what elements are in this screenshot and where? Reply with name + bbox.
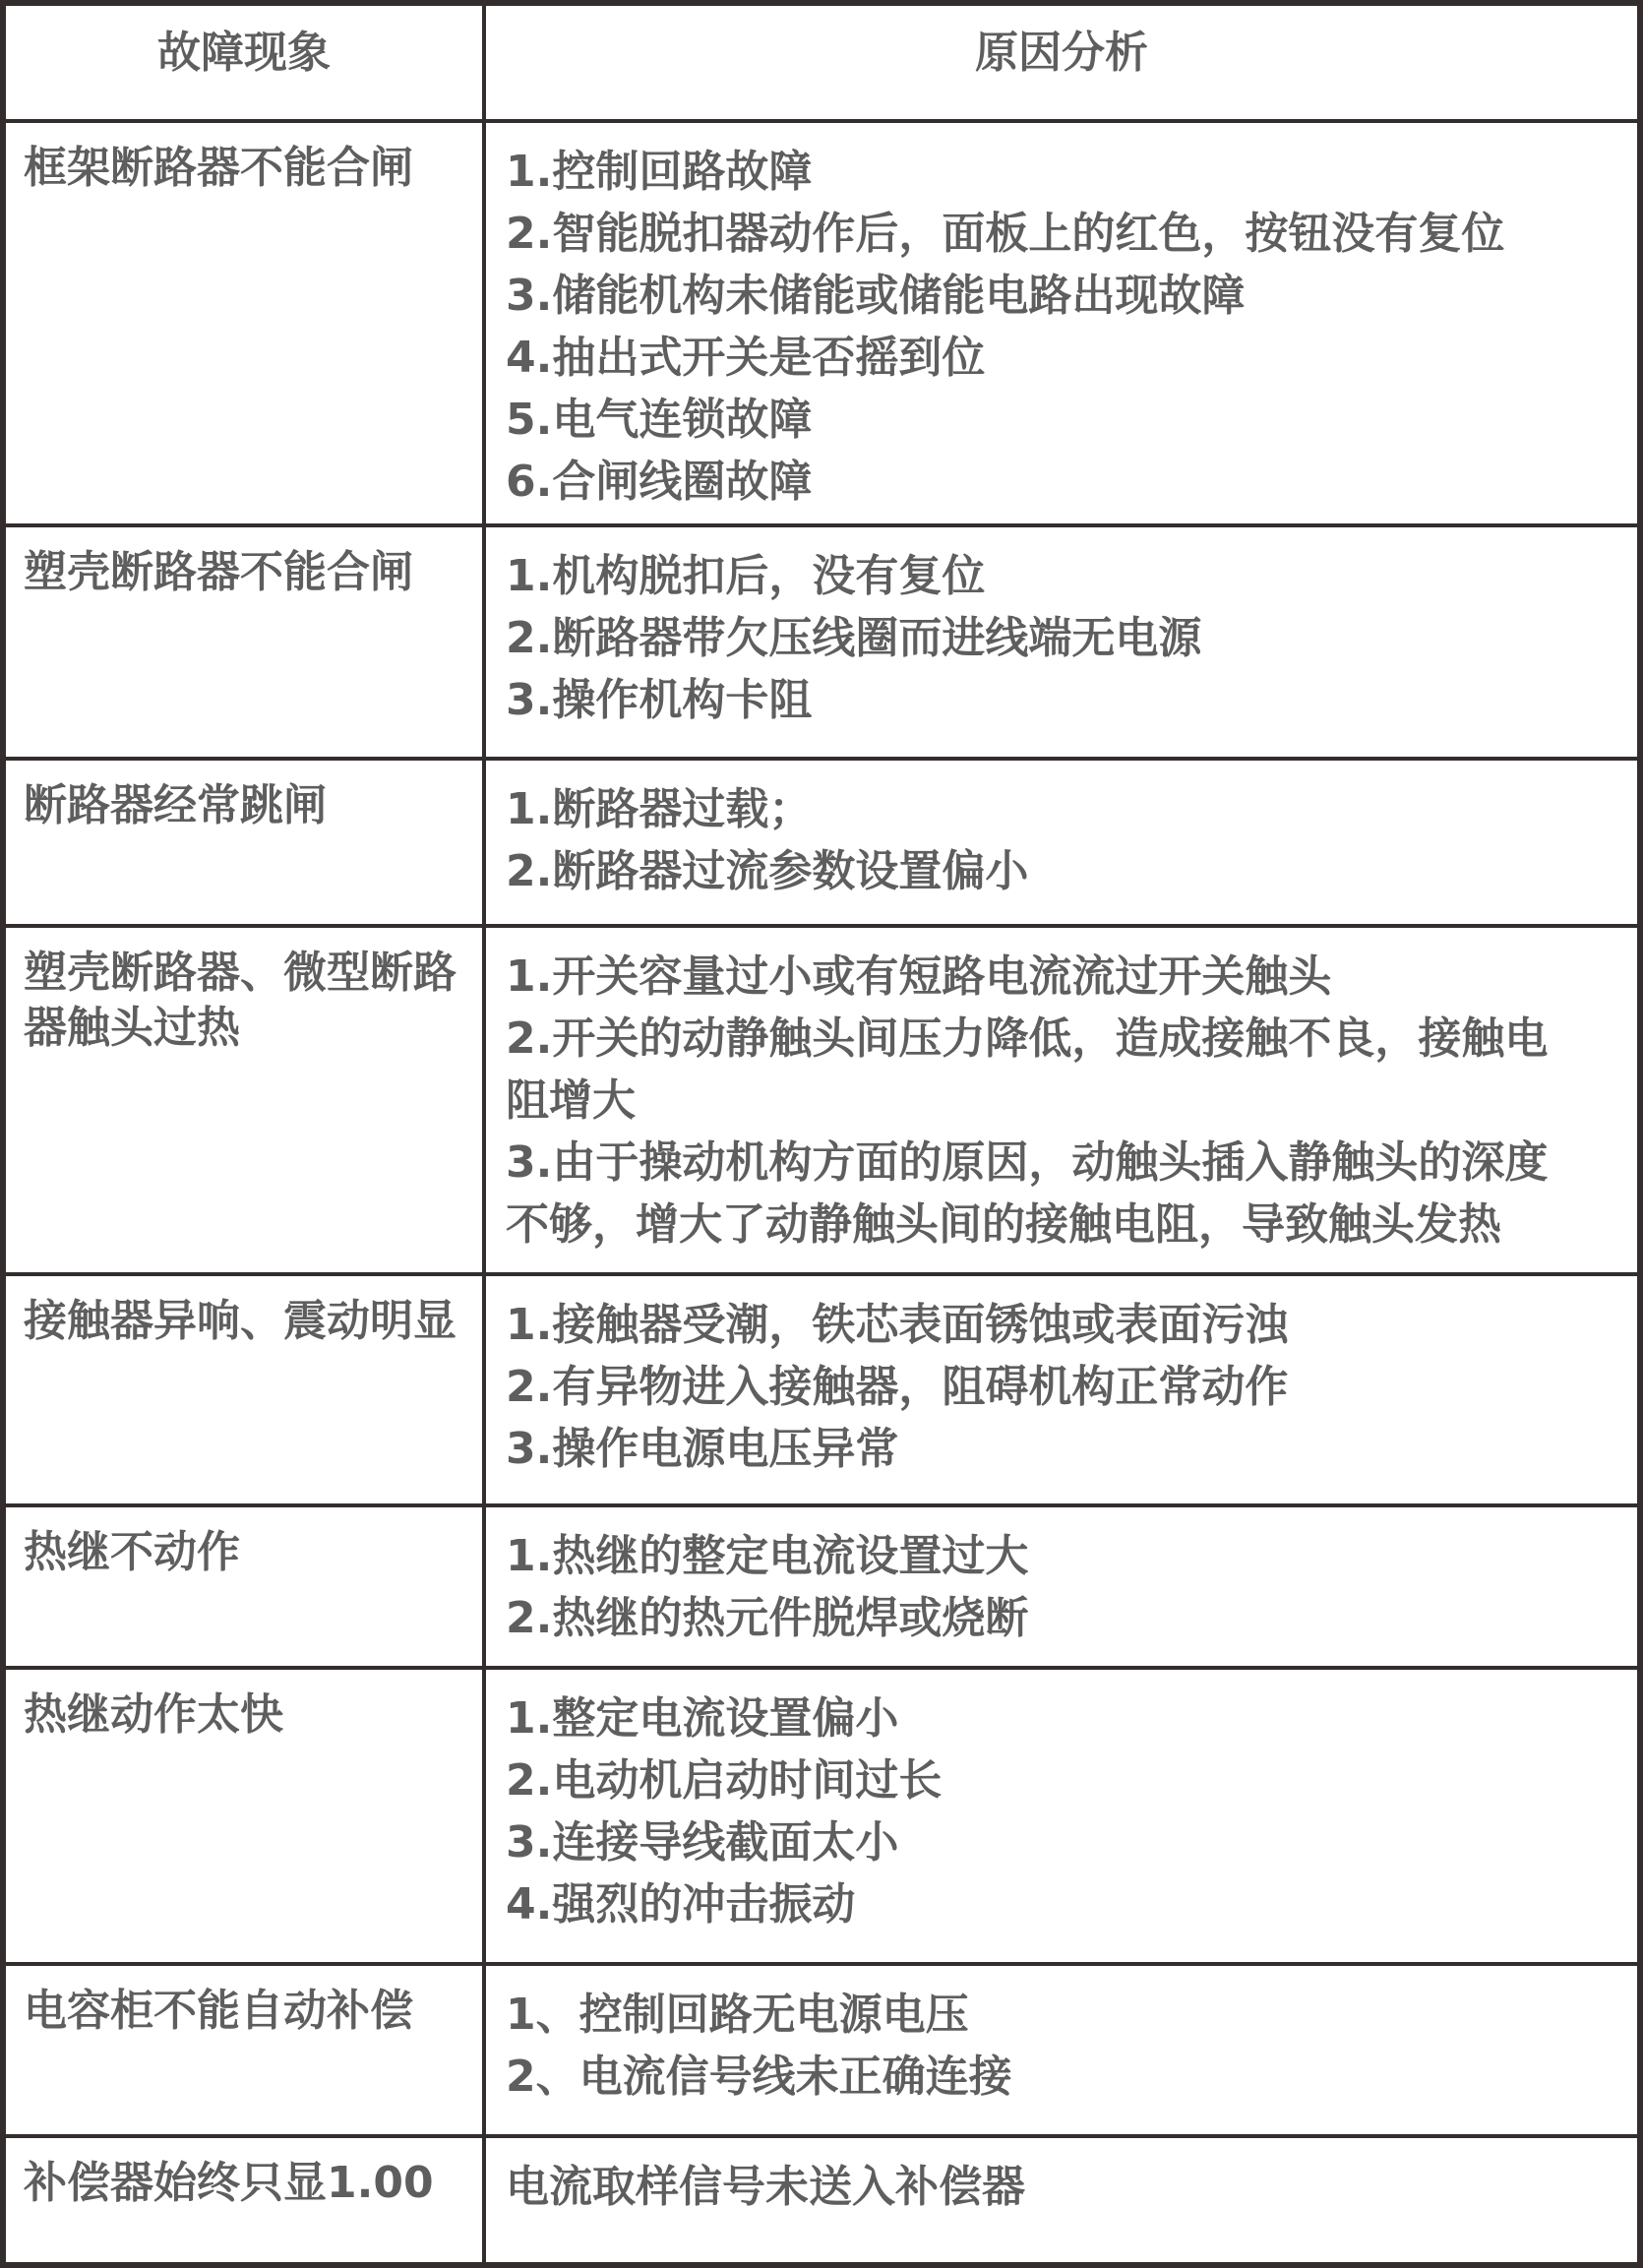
phenomenon-cell: 框架断路器不能合闸 [6, 123, 486, 523]
header-phenomenon: 故障现象 [6, 6, 486, 119]
cause-line: 4.强烈的冲击振动 [506, 1879, 856, 1930]
cause-line: 2、电流信号线未正确连接 [506, 2052, 1012, 2102]
cause-line: 2.断路器带欠压线圈而进线端无电源 [506, 613, 1202, 663]
cause-line: 2.电动机启动时间过长 [506, 1755, 943, 1806]
table-row [6, 1276, 1637, 1507]
causes-cell [486, 928, 1637, 1272]
table-row [6, 761, 1637, 928]
phenomenon-cell: 塑壳断路器不能合闸 [6, 527, 486, 757]
causes-cell [486, 1966, 1637, 2134]
causes-cell [486, 2138, 1637, 2262]
cause-line: 5.电气连锁故障 [506, 395, 813, 445]
cause-line: 1.热继的整定电流设置过大 [506, 1531, 1029, 1581]
cause-line: 1、控制回路无电源电压 [506, 1990, 969, 2040]
cause-line: 3.操作机构卡阻 [506, 675, 813, 725]
cause-line: 4.抽出式开关是否摇到位 [506, 333, 986, 383]
phenomenon-cell: 热继动作太快 [6, 1670, 486, 1962]
table-header-row [6, 6, 1637, 123]
phenomenon-cell: 补偿器始终只显1.00 [6, 2138, 486, 2262]
causes-cell [486, 1276, 1637, 1503]
cause-line: 电流取样信号未送入补偿器 [506, 2162, 1025, 2212]
phenomenon-cell: 塑壳断路器、微型断路器触头过热 [6, 928, 486, 1272]
cause-line: 1.整定电流设置偏小 [506, 1693, 899, 1744]
cause-line: 2.断路器过流参数设置偏小 [506, 846, 1029, 896]
cause-line: 6.合闸线圈故障 [506, 457, 813, 507]
cause-line: 1.控制回路故障 [506, 147, 813, 197]
cause-line: 2.智能脱扣器动作后，面板上的红色，按钮没有复位 [506, 209, 1505, 259]
table-row [6, 1966, 1637, 2138]
cause-line: 2.热继的热元件脱焊或烧断 [506, 1593, 1029, 1643]
table-row [6, 123, 1637, 527]
phenomenon-cell: 断路器经常跳闸 [6, 761, 486, 924]
causes-cell [486, 1507, 1637, 1666]
cause-line: 2.开关的动静触头间压力降低，造成接触不良，接触电阻增大 [506, 1013, 1549, 1126]
table-row [6, 1507, 1637, 1670]
table-row [6, 1670, 1637, 1966]
phenomenon-cell: 接触器异响、震动明显 [6, 1276, 486, 1503]
cause-line: 1.开关容量过小或有短路电流流过开关触头 [506, 951, 1332, 1002]
header-cause: 原因分析 [975, 28, 1148, 78]
cause-line: 1.断路器过载； [506, 784, 813, 834]
cause-line: 2.有异物进入接触器，阻碍机构正常动作 [506, 1362, 1289, 1412]
table-row [6, 928, 1637, 1276]
cause-line: 1.机构脱扣后，没有复位 [506, 551, 986, 601]
phenomenon-cell: 电容柜不能自动补偿 [6, 1966, 486, 2134]
phenomenon-cell: 热继不动作 [6, 1507, 486, 1666]
table-row [6, 527, 1637, 761]
cause-line: 3.储能机构未储能或储能电路出现故障 [506, 271, 1246, 321]
table-row [6, 2138, 1637, 2262]
causes-cell [486, 527, 1637, 757]
cause-line: 3.操作电源电压异常 [506, 1424, 899, 1474]
cause-line: 1.接触器受潮，铁芯表面锈蚀或表面污浊 [506, 1300, 1289, 1350]
causes-cell [486, 761, 1637, 924]
causes-cell [486, 123, 1637, 523]
causes-cell [486, 1670, 1637, 1962]
cause-line: 3.连接导线截面太小 [506, 1817, 899, 1868]
cause-line: 3.由于操动机构方面的原因，动触头插入静触头的深度不够，增大了动静触头间的接触电阻，导致触头发热 [506, 1137, 1549, 1250]
